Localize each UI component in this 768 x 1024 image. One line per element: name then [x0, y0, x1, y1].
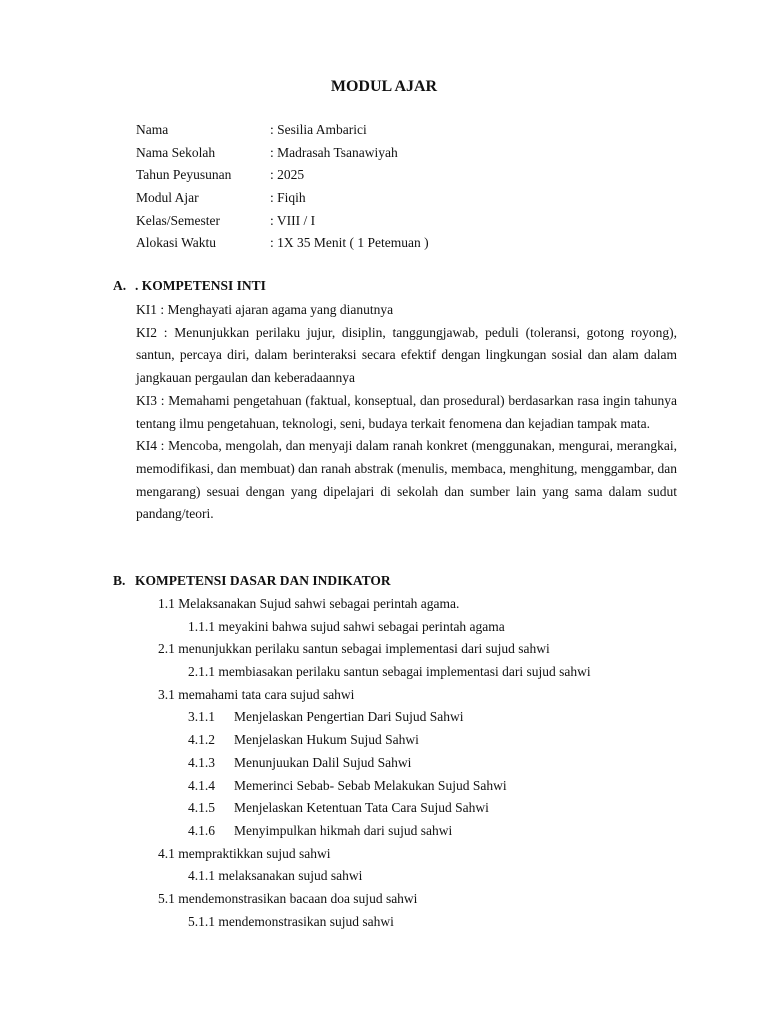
ki4-paragraph: KI4 : Mencoba, mengolah, dan menyaji dalam ranah konkret (menggunakan, mengurai, merangkai, memodifikasi, dan membuat) dan ranah abstrak (menulis, membaca, menghitung, menggambar, dan mengarang) sesuai dengan yang dipelajari di sekolah dan sumber lain yang sama dalam sudut pandang/teori. — [136, 438, 677, 522]
kd-text: 5.1 mendemonstrasikan bacaan doa sujud sahwi — [158, 890, 418, 906]
indicator-text: 5.1.1 mendemonstrasikan sujud sahwi — [188, 913, 394, 929]
identity-value: : Sesilia Ambarici — [270, 122, 367, 137]
ki1-paragraph: KI1 : Menghayati ajaran agama yang dianutnya — [136, 302, 394, 317]
indicator-number: 3.1.1 — [188, 709, 215, 725]
identity-label: Modul Ajar — [136, 190, 199, 206]
identity-label: Kelas/Semester — [136, 212, 220, 228]
indicator-item — [0, 775, 768, 798]
section-b-heading — [113, 573, 391, 589]
indicator-text: 1.1.1 meyakini bahwa sujud sahwi sebagai perintah agama — [188, 618, 505, 634]
indicator-item — [0, 706, 768, 729]
indicator-item — [0, 865, 768, 888]
indicator-text: 2.1.1 membiasakan perilaku santun sebagai implementasi dari sujud sahwi — [188, 664, 591, 680]
indicator-number: 4.1.4 — [188, 777, 215, 793]
indicator-item — [0, 661, 768, 684]
kompetensi-dasar-list — [0, 593, 768, 933]
indicator-text: Menjelaskan Hukum Sujud Sahwi — [234, 732, 419, 748]
identity-label: Nama — [136, 122, 169, 137]
indicator-item — [0, 752, 768, 775]
kd-item — [0, 638, 768, 661]
indicator-item — [0, 911, 768, 934]
kd-item — [0, 843, 768, 866]
identity-value: : Madrasah Tsanawiyah — [270, 144, 398, 160]
kd-text: 4.1 mempraktikkan sujud sahwi — [158, 845, 331, 861]
section-a-title: . KOMPETENSI INTI — [135, 278, 266, 293]
identity-value: : VIII / I — [270, 212, 316, 228]
identity-label: Nama Sekolah — [136, 144, 216, 160]
identity-value: : 1X 35 Menit ( 1 Petemuan ) — [270, 235, 429, 251]
kd-item — [0, 684, 768, 707]
indicator-text: Menjelaskan Pengertian Dari Sujud Sahwi — [234, 709, 464, 725]
kd-item — [0, 593, 768, 616]
indicator-text: Memerinci Sebab- Sebab Melakukan Sujud Sahwi — [234, 777, 507, 793]
indicator-item — [0, 616, 768, 639]
indicator-number: 4.1.2 — [188, 732, 215, 748]
indicator-item — [0, 820, 768, 843]
indicator-text: Menunjuukan Dalil Sujud Sahwi — [234, 754, 412, 770]
page-title: MODUL AJAR — [330, 78, 438, 95]
ki3-paragraph: KI3 : Memahami pengetahuan (faktual, konseptual, dan prosedural) berdasarkan rasa ingin tahunya tentang ilmu pengetahuan, teknologi, seni, budaya terkait fenomena dan kejadian tampak mata. — [136, 392, 677, 431]
indicator-number: 4.1.3 — [188, 754, 215, 770]
indicator-text: Menjelaskan Ketentuan Tata Cara Sujud Sahwi — [234, 800, 489, 816]
kd-item — [0, 888, 768, 911]
indicator-item — [0, 797, 768, 820]
section-a-heading — [113, 278, 266, 294]
ki2-paragraph: KI2 : Menunjukkan perilaku jujur, disiplin, tanggungjawab, peduli (toleransi, gotong royong), santun, percaya diri, dalam berinteraksi secara efektif dengan lingkungan sosial dan alam dalam jangkauan pergaulan dan keberadaannya — [136, 324, 677, 386]
section-a-letter: A. — [113, 278, 127, 293]
section-b-title: KOMPETENSI DASAR DAN INDIKATOR — [135, 573, 391, 588]
kd-text: 1.1 Melaksanakan Sujud sahwi sebagai perintah agama. — [158, 596, 460, 611]
identity-value: : Fiqih — [270, 190, 306, 206]
indicator-text: Menyimpulkan hikmah dari sujud sahwi — [234, 822, 453, 838]
kd-text: 2.1 menunjukkan perilaku santun sebagai implementasi dari sujud sahwi — [158, 641, 550, 657]
identity-label: Tahun Peyusunan — [136, 167, 232, 183]
kd-text: 3.1 memahami tata cara sujud sahwi — [158, 686, 355, 702]
indicator-number: 4.1.6 — [188, 822, 215, 838]
indicator-text: 4.1.1 melaksanakan sujud sahwi — [188, 868, 363, 884]
section-b-letter: B. — [113, 573, 126, 588]
indicator-item — [0, 729, 768, 752]
identity-value: : 2025 — [270, 167, 305, 183]
indicator-number: 4.1.5 — [188, 800, 215, 816]
identity-label: Alokasi Waktu — [136, 235, 217, 251]
kompetensi-inti-list — [136, 299, 677, 526]
